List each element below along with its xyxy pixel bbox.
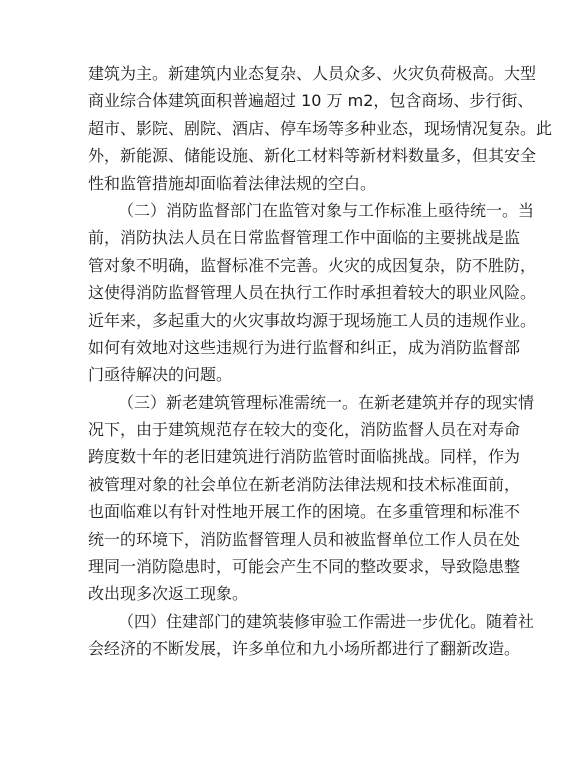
document-body	[88, 60, 553, 663]
text-line: 管对象不明确，监督标准不完善。火灾的成因复杂，防不胜防，	[88, 255, 537, 275]
text-line: 也面临难以有针对性地开展工作的困境。在多重管理和标准不	[88, 502, 521, 522]
text-line: 门亟待解决的问题。	[88, 365, 233, 385]
text-line: 统一的环境下，消防监督管理人员和被监督单位工作人员在处	[88, 529, 521, 549]
text-line: 跨度数十年的老旧建筑进行消防监管时面临挑战。同样，作为	[88, 447, 521, 467]
text-line: 外，新能源、储能设施、新化工材料等新材料数量多，但其安全	[88, 146, 537, 166]
section-heading-line: （二）消防监督部门在监管对象与工作标准上亟待统一。当	[118, 200, 535, 220]
text-line: 理同一消防隐患时，可能会产生不同的整改要求，导致隐患整	[88, 557, 521, 577]
section-heading-line: （三）新老建筑管理标准需统一。在新老建筑并存的现实情	[118, 392, 535, 412]
text-line: 改出现多次返工现象。	[88, 584, 249, 604]
text-line: 况下，由于建筑规范存在较大的变化，消防监督人员在对寿命	[88, 420, 521, 440]
text-line: 商业综合体建筑面积普遍超过 10 万 m2，包含商场、步行街、	[88, 91, 534, 111]
text-line: 被管理对象的社会单位在新老消防法律法规和技术标准面前，	[88, 474, 521, 494]
text-line: 建筑为主。新建筑内业态复杂、人员众多、火灾负荷极高。大型	[88, 64, 537, 83]
text-line: 超市、影院、剧院、酒店、停车场等多种业态，现场情况复杂。此	[88, 118, 553, 138]
text-line: 会经济的不断发展，许多单位和九小场所都进行了翻新改造。	[88, 639, 521, 659]
text-line: 性和监管措施却面临着法律法规的空白。	[88, 173, 377, 193]
section-heading-line: （四）住建部门的建筑装修审验工作需进一步优化。随着社	[118, 611, 535, 631]
text-line: 前，消防执法人员在日常监督管理工作中面临的主要挑战是监	[88, 228, 521, 248]
text-line: 这使得消防监督管理人员在执行工作时承担着较大的职业风险。	[88, 283, 537, 303]
text-line: 近年来，多起重大的火灾事故均源于现场施工人员的违规作业。	[88, 310, 537, 330]
text-line: 如何有效地对这些违规行为进行监督和纠正，成为消防监督部	[88, 337, 521, 357]
